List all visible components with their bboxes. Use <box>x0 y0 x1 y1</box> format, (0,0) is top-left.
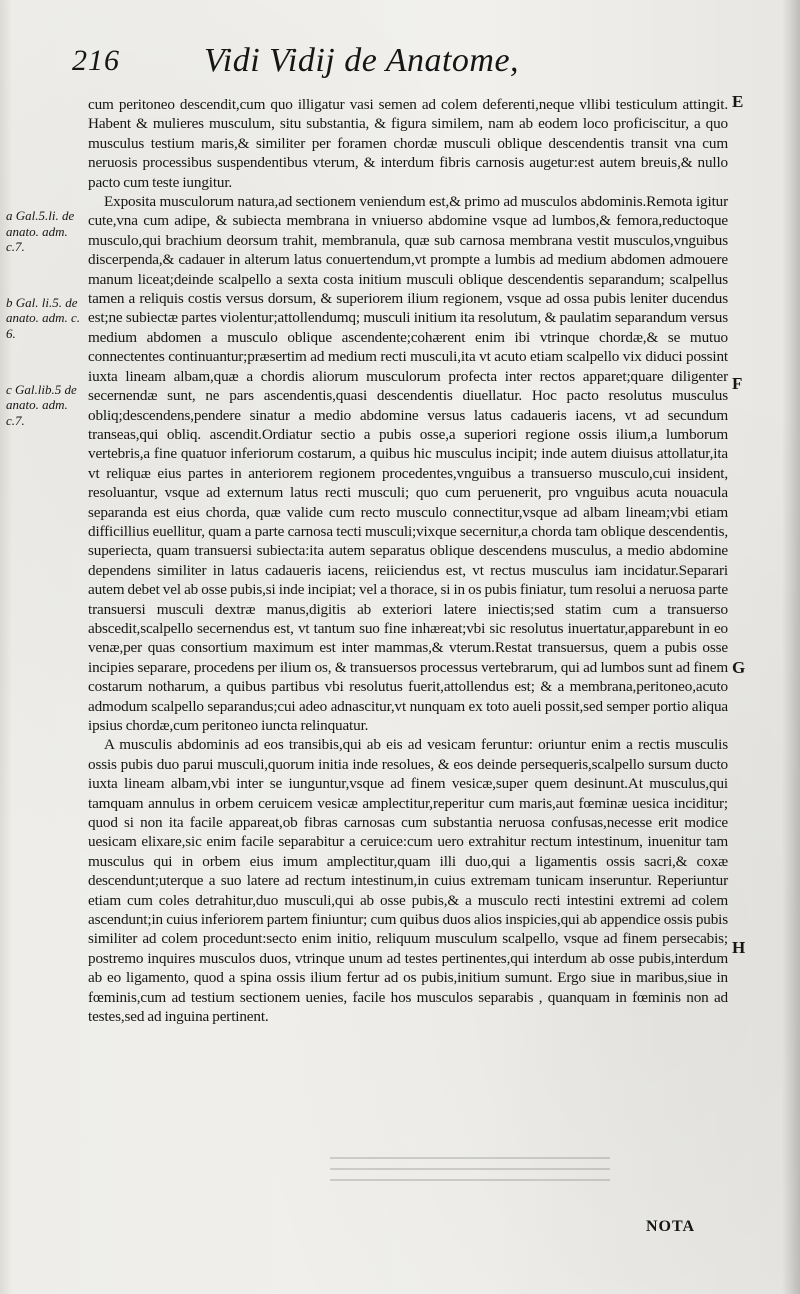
section-letter-e: E <box>732 92 744 111</box>
ink-bleed-through <box>330 1148 610 1218</box>
section-letter-h: H <box>732 938 746 957</box>
paragraph-1: cum peritoneo descendit,cum quo illigatur vasi semen ad colem deferenti,neque vllibi testiculum attingit. Habent & mulieres musculum, situ substantia, & figura similem, nam ab eodem loco proficiscitur, a quo musculus testium maris,& similiter per foramen chordæ musculi oblique descendentis transit vna cum neruosis processibus suspendentibus vterum, & interdum fibris carnosis augetur:est autem breuis,& nullo pacto cum teste iungitur. <box>88 96 728 191</box>
page-number: 216 <box>72 44 120 77</box>
catchword: NOTA <box>646 1218 696 1235</box>
page-title: Vidi Vidij de Anatome, <box>204 42 520 79</box>
margin-note-a: a Gal.5.li. de anato. adm. c.7. <box>6 208 75 255</box>
margin-note-c: c Gal.lib.5 de anato. adm. c.7. <box>6 381 77 428</box>
paragraph-3: A musculis abdominis ad eos transibis,qui ab eis ad vesicam feruntur: oriuntur enim a rectis musculis ossis pubis duo parui musculi,quorum initia inde resolues, & eos deinde persequeris,scalpello sursum ducto iuxta lineam albam,vbi inter se iunguntur,vsque ad finem vesicæ,super quem desinunt.At musculus,qui tamquam annulus in orbem ceruicem vesicæ amplectitur,reperitur cum maris,aut fœminæ uesica inciditur; quod si non ita facile appareat,ob fibras carnosas cum substantia neruosa confusas,necesse erit modice uesicam elixare,sic enim facile separabitur a ceruice:cum uero extrahitur rectum intestinum, inuenitur tam musculus qui in orbem eius imum amplectitur,quam illi duo,qui a ligamentis ossis sacri,& coxæ descendunt;uterque a suo latere ad rectum intestinum,in cuius extremam tunicam inseruntur. Reperiuntur etiam cum coles detrahitur,duo musculi,qui ab osse pubis,& a musculo recti intestini extremi ad colem ascendunt;in cuius inferiorem partem finiuntur; cum quibus duos alios inspicies,qui ab appendice ossis pubis similiter ad colem procedunt:secto enim initio, reliquum musculum scalpello, vsque ad finem persecabis; postremo inquires musculos duos, vtrinque unum ad testes pertinentes,qui interdum ab osse pubis,interdum ab eo ligamento, quod a spina ossis ilium fertur ad os pubis,initium sumunt. Ergo siue in maribus,siue in fœminis,cum ad testium sectionem uenies, facile hos musculos separabis , quanquam in fœminis non ad testes,sed ad inguina pertinent. <box>88 736 728 1026</box>
margin-note-b: b Gal. li.5. de anato. adm. c. 6. <box>6 294 81 341</box>
body-text <box>88 95 728 1027</box>
running-head <box>72 44 762 92</box>
paragraph-2: Exposita musculorum natura,ad sectionem veniendum est,& primo ad musculos abdominis.Remota igitur cute,vna cum adipe, & subiecta membrana in vniuerso abdomine vsque ad lumbos,& femora,reductoque musculo,qui brachium deorsum trahit, membranula, quæ sub carnosa membrana vestit musculos,vnguibus discerpenda,& cadauer in alterum latus conuertendum,vt prompte a lumbis ad medium abdomen admouere manum liceat;deinde scalpello a sexta costa initium musculi oblique descendentis separandum; scalpellus tamen a reliquis costis versus dorsum, & superiorem ilium regionem, vsque ad ossa pubis leniter ducendus est;ne subiectæ partes violentur;attollendumq; musculi initium ita resolutum, & paulatim separandum versus medium abdomen a musculo oblique ascendente;cohærent enim ibi vtrinque chordæ,& se mutuo connectentes continuantur;præsertim ad medium recti musculi,ita vt acuto etiam scalpello vix diduci possint iuxta lineam albam,quæ a chordis aliorum musculorum profecta inter rectos apparet;quare diligenter secernendæ sunt, ne pars ascendentis,quasi descendentis diuellatur. Hoc pacto resolutus musculus obliq;descendens,pendere sinatur a medio abdomine versus latus cadaueris iacens, vt ad secundum transeas,qui obliq. ascendit.Ordiatur sectio a pubis osse,a superiori regione ossis ilium,a lumborum vertebris,a fine quatuor inferiorum costarum, a quibus hic musculus incipit; inde autem diuisus attollatur,ita vt reliquæ eius partes in anteriorem regionem procedentes,vnguibus a transuerso musculo,cui insident, resoluantur, vsque ad externum latus recti musculi; quo cum peruenerit, pro vnguibus acuta nouacula separanda est eius chorda, quæ valide cum recto musculo connectitur,vsque ad albam lineam;vbi etiam difficillius euellitur, quam a parte carnosa tecti musculi;vixque secernitur,a chorda tam oblique descendentis, superiecta, quam transuersi subiecta:ita autem separatus oblique descendens musculus, a medio abdomine dependens similiter in latus cadaueris iacens, reiiciendus est, vt rectus musculus iam incidatur.Separari autem debet vel ab osse pubis,si inde incipiat; vel a thorace, si in os pubis finiatur, tum resolui a neruosa parte transuersi musculi dextræ manus,digitis ab exteriori latere iniectis;sed statim cum a transuerso abscedit,scalpello secernendus est, vt tantum suo fine inhæreat;vbi sic resolutus inuertatur,apparebunt in eo venæ,per quas consortium maximum est inter mammas,& vterum.Restat transuersus, quem a pubis osse incipies separare, procedens per ilium os, & transuersos processus vertebrarum, qui ad lumbos sunt ad finem costarum notharum, a quibus partibus vbi resolutus fuerit,attollendus est; & a membrana,peritoneo,acuto admodum scalpello separandus;cui adeo adnascitur,vt nunquam ex toto aueli possit,sed semper portio aliqua ipsius chordæ,cum peritoneo iuncta relinquatur. <box>88 193 728 734</box>
section-letter-f: F <box>732 374 743 393</box>
section-letter-g: G <box>732 658 746 677</box>
page-edge-shadow <box>782 0 800 1294</box>
margin-notes <box>6 208 84 428</box>
